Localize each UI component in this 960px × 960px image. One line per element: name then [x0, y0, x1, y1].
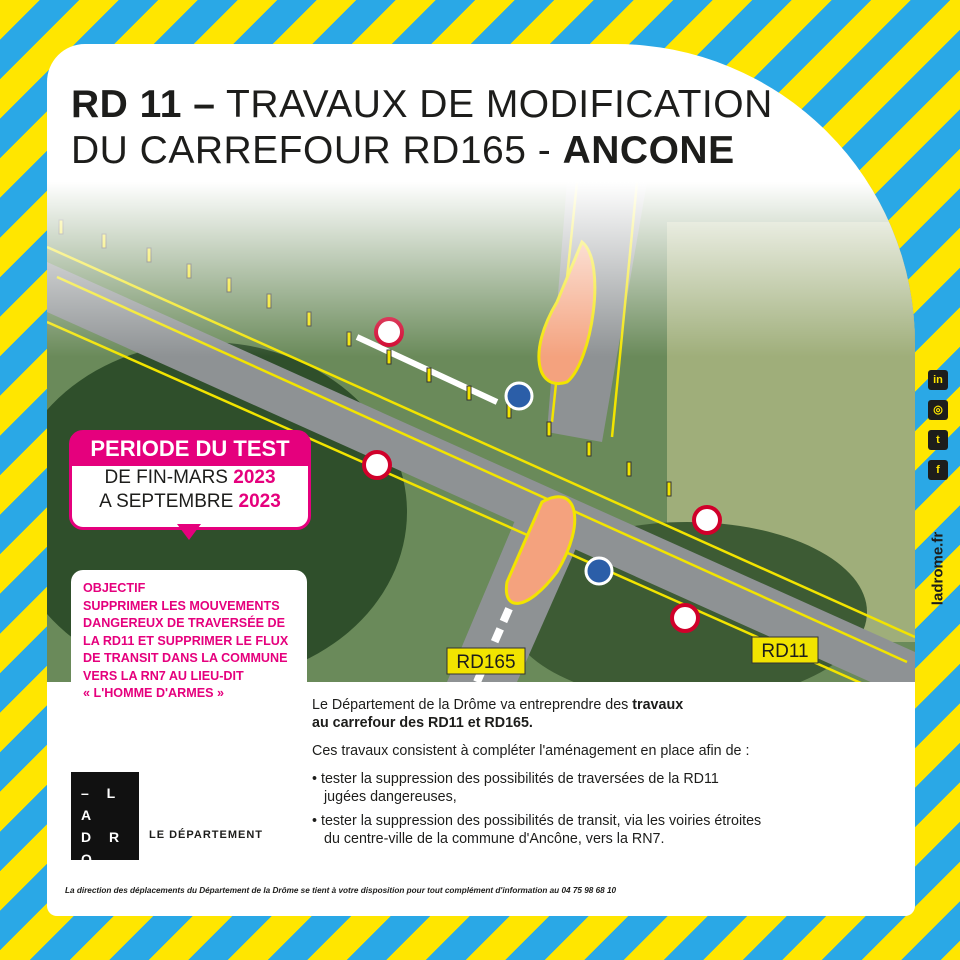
social-sidebar — [928, 370, 950, 610]
description-intro: Le Département de la Drôme va entreprendre des travaux au carrefour des RD11 et RD165. — [312, 697, 684, 731]
bullet-transit: • tester la suppression des possibilités de transit, via les voiries étroites du centre-ville de la commune d'Ancône, vers la RN7. — [312, 813, 762, 847]
footer-note: La direction des déplacements du Département de la Drôme se tient à votre disposition pour tout complément d'information au 04 75 98 68 10 — [65, 886, 617, 895]
title-line2: DU CARREFOUR RD165 - — [71, 129, 563, 172]
description-lead: Ces travaux consistent à compléter l'aménagement en place afin de : — [312, 743, 750, 759]
title-road: RD 11 – — [71, 83, 216, 126]
description — [312, 696, 872, 854]
objective-box: OBJECTIF SUPPRIMER LES MOUVEMENTS DANGEREUX DE TRAVERSÉE DE LA RD11 ET SUPPRIMER LE FLUX DE TRANSIT DANS LA COMMUNE VERS LA RN7 AU LIEU-DIT « L'HOMME D'ARMES » — [71, 570, 307, 718]
facebook-icon[interactable]: f — [928, 460, 948, 480]
rd11-label: RD11 — [761, 641, 809, 662]
test-period-header: PERIODE DU TEST — [71, 432, 309, 466]
test-period-bubble — [69, 430, 311, 530]
info-card — [47, 44, 915, 916]
la-drome-logo: – L A D R O M E – — [71, 772, 139, 860]
test-period-end: A SEPTEMBRE 2023 — [99, 491, 281, 512]
test-period-start: DE FIN-MARS 2023 — [104, 467, 276, 488]
title-line1: TRAVAUX DE MODIFICATION — [215, 83, 773, 126]
rd165-label: RD165 — [456, 652, 516, 673]
title-town: ANCONE — [562, 129, 735, 172]
twitter-icon[interactable]: t — [928, 430, 948, 450]
page-title — [71, 82, 831, 174]
bullet-crossing: • tester la suppression des possibilités de traversées de la RD11 jugées dangereuses, — [312, 771, 719, 805]
bubble-tail — [177, 524, 201, 540]
department-label: LE DÉPARTEMENT — [149, 829, 264, 841]
objective-title: OBJECTIF — [83, 581, 146, 595]
instagram-icon[interactable]: ◎ — [928, 400, 948, 420]
linkedin-icon[interactable]: in — [928, 370, 948, 390]
website-link[interactable]: ladrome.fr — [929, 531, 947, 606]
